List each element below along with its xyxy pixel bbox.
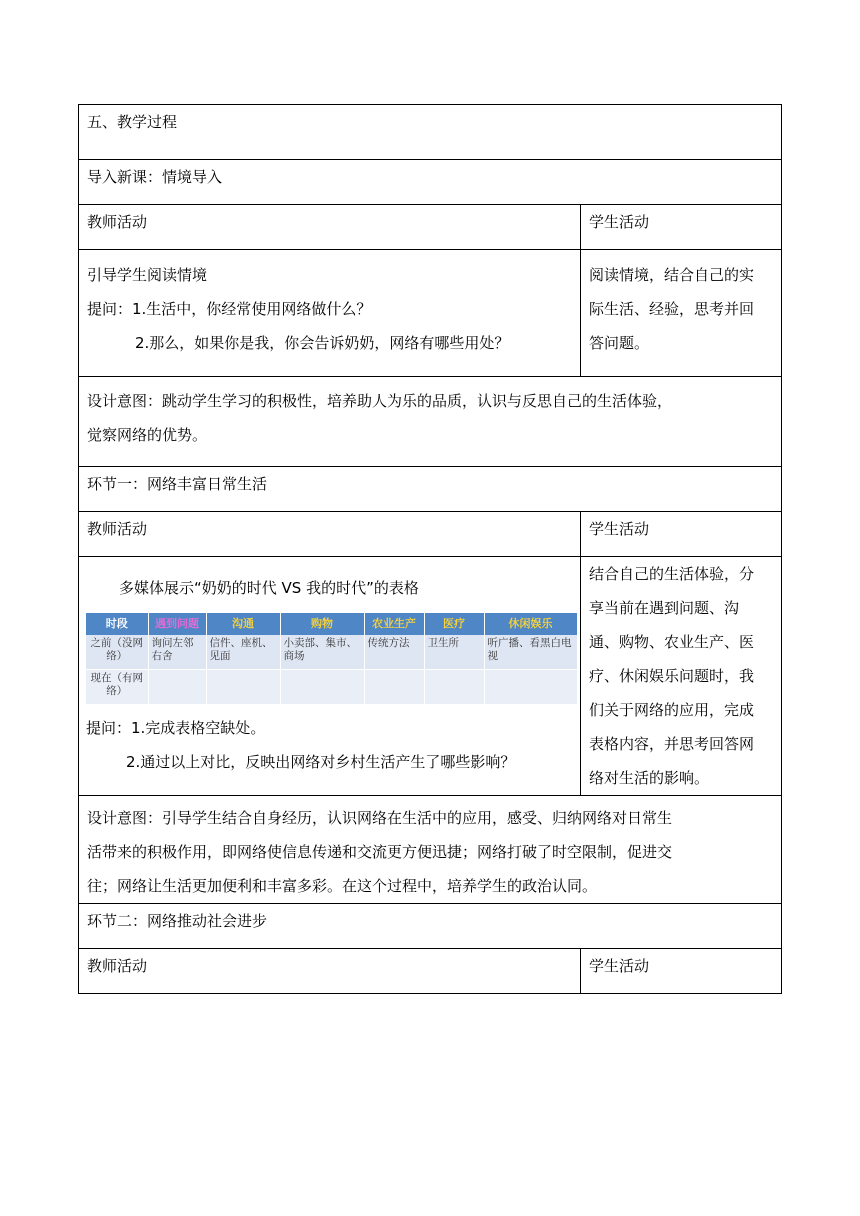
comparison-cell-empty — [364, 670, 424, 705]
comparison-header: 医疗 — [424, 613, 484, 635]
link2-student-header: 学生活动 — [581, 949, 782, 994]
comparison-cell: 信件、座机、见面 — [206, 635, 280, 670]
link1-student-line: 络对生活的影响。 — [589, 769, 710, 787]
comparison-table — [86, 613, 578, 705]
comparison-cell-empty — [280, 670, 364, 705]
comparison-row-now — [86, 670, 577, 705]
link1-question-line: 2.通过以上对比，反映出网络对乡村生活产生了哪些影响？ — [126, 753, 516, 771]
comparison-cell: 小卖部、集市、商场 — [280, 635, 364, 670]
teaching-process-table — [78, 104, 782, 994]
intro-student-header: 学生活动 — [581, 205, 782, 250]
intro-student-line: 答问题。 — [589, 334, 650, 352]
link1-teacher-activity — [79, 557, 581, 796]
comparison-cell-empty — [148, 670, 206, 705]
comparison-cell-empty — [484, 670, 577, 705]
design-line: 设计意图：引导学生结合自身经历，认识网络在生活中的应用，感受、归纳网络对日常生 — [87, 809, 673, 827]
intro-teacher-activity — [79, 250, 581, 377]
link1-question-line: 提问：1.完成表格空缺处。 — [86, 719, 266, 737]
comparison-header: 时段 — [86, 613, 148, 635]
link2-teacher-header: 教师活动 — [79, 949, 581, 994]
comparison-cell: 传统方法 — [364, 635, 424, 670]
intro-student-line: 际生活、经验，思考并回 — [589, 300, 755, 318]
link1-student-line: 疗、休闲娱乐问题时，我 — [589, 667, 755, 685]
comparison-row-before — [86, 635, 577, 670]
comparison-cell: 现在（有网络） — [86, 670, 148, 705]
comparison-header: 农业生产 — [364, 613, 424, 635]
comparison-cell: 之前（没网络） — [86, 635, 148, 670]
comparison-cell: 询问左邻右舍 — [148, 635, 206, 670]
link1-heading: 环节一：网络丰富日常生活 — [79, 467, 782, 512]
intro-design-intent — [79, 377, 782, 467]
intro-teacher-line: 提问：1.生活中，你经常使用网络做什么？ — [87, 300, 372, 318]
comparison-header-row — [86, 613, 577, 635]
intro-heading: 导入新课：情境导入 — [79, 160, 782, 205]
comparison-cell-empty — [206, 670, 280, 705]
comparison-header: 购物 — [280, 613, 364, 635]
link1-student-line: 通、购物、农业生产、医 — [589, 633, 755, 651]
intro-student-line: 阅读情境，结合自己的实 — [589, 266, 755, 284]
design-line: 觉察网络的优势。 — [87, 426, 208, 444]
design-line: 往；网络让生活更加便利和丰富多彩。在这个过程中，培养学生的政治认同。 — [87, 877, 598, 895]
design-line: 设计意图：跳动学生学习的积极性，培养助人为乐的品质，认识与反思自己的生活体验， — [87, 392, 673, 410]
link2-heading: 环节二：网络推动社会进步 — [79, 904, 782, 949]
intro-student-activity — [581, 250, 782, 377]
link1-teacher-header: 教师活动 — [79, 512, 581, 557]
intro-teacher-header: 教师活动 — [79, 205, 581, 250]
link1-student-line: 们关于网络的应用，完成 — [589, 701, 755, 719]
link1-student-activity — [581, 557, 782, 796]
lesson-plan-document — [78, 104, 781, 994]
comparison-cell: 听广播、看黑白电视 — [484, 635, 577, 670]
comparison-header: 沟通 — [206, 613, 280, 635]
link1-student-line: 表格内容，并思考回答网 — [589, 735, 755, 753]
section-title: 五、教学过程 — [79, 105, 782, 160]
link1-student-line: 结合自己的生活体验，分 — [589, 565, 755, 583]
link1-student-header: 学生活动 — [581, 512, 782, 557]
intro-teacher-line: 2.那么，如果你是我，你会告诉奶奶，网络有哪些用处？ — [135, 334, 510, 352]
comparison-cell: 卫生所 — [424, 635, 484, 670]
link1-teacher-intro: 多媒体展示“奶奶的时代 VS 我的时代”的表格 — [119, 579, 419, 597]
comparison-header: 休闲娱乐 — [484, 613, 577, 635]
design-line: 活带来的积极作用，即网络使信息传递和交流更方便迅捷；网络打破了时空限制，促进交 — [87, 843, 673, 861]
link1-student-line: 享当前在遇到问题、沟 — [589, 599, 740, 617]
link1-design-intent — [79, 796, 782, 904]
comparison-header: 遇到问题 — [148, 613, 206, 635]
intro-teacher-line: 引导学生阅读情境 — [87, 266, 208, 284]
comparison-cell-empty — [424, 670, 484, 705]
